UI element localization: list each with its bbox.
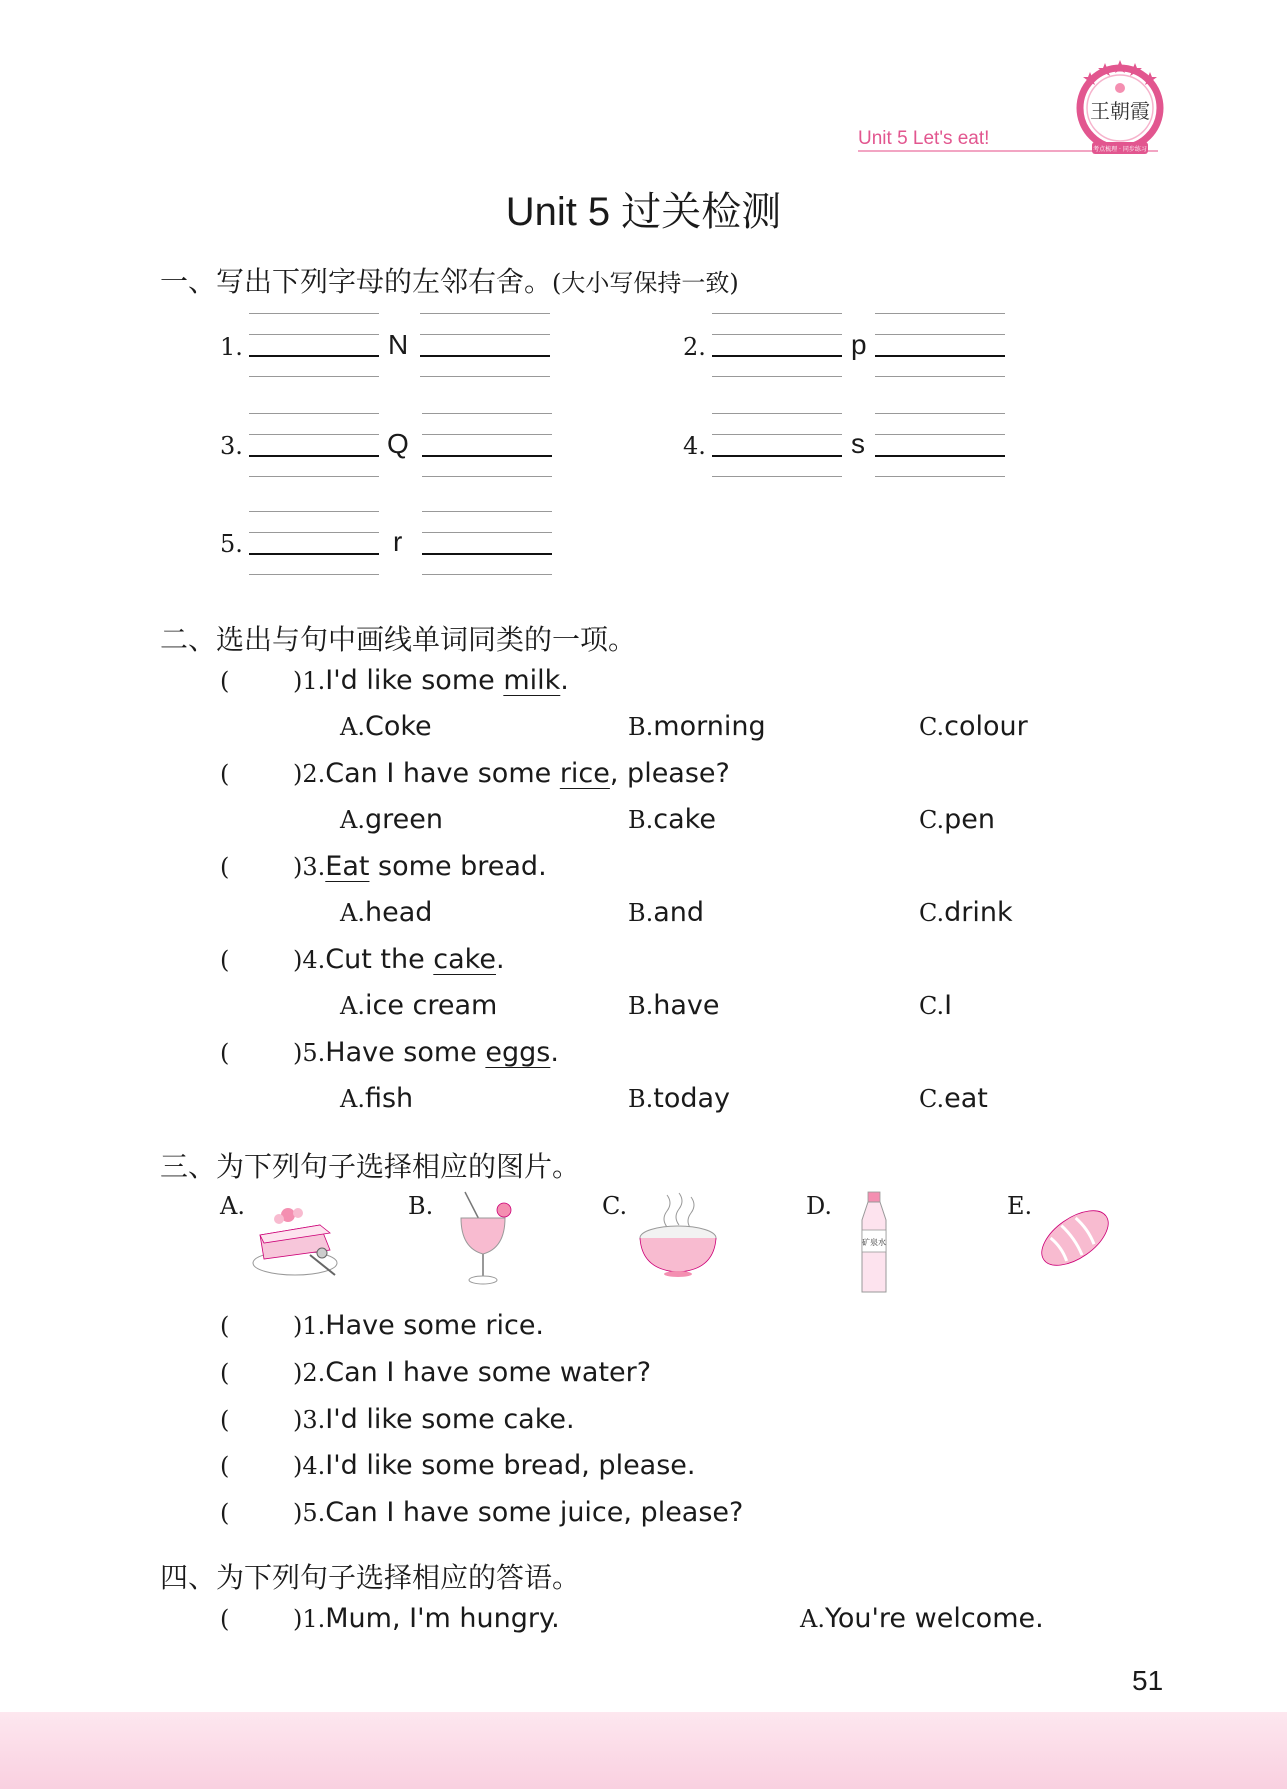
answer-paren[interactable]: ( (220, 1605, 230, 1633)
question-line (293, 1037, 559, 1068)
question-number: )3. (293, 1406, 326, 1434)
option-letter: A. (340, 992, 365, 1020)
juice-glass-icon (455, 1190, 515, 1290)
question-text: Mum, I'm hungry. (325, 1603, 560, 1634)
handwriting-blank[interactable] (875, 313, 1005, 377)
question-number: )2. (293, 760, 326, 788)
answer-paren[interactable]: ( (220, 1039, 230, 1067)
handwriting-blank[interactable] (249, 511, 379, 575)
option-text: cake (653, 804, 716, 835)
handwriting-blank[interactable] (249, 313, 379, 377)
option-text: colour (944, 711, 1028, 742)
option-text: pen (944, 804, 996, 835)
bottle-label: 矿泉水 (862, 1238, 886, 1247)
section4-heading: 四、为下列句子选择相应的答语。 (160, 1561, 581, 1594)
logo-ribbon: 考点梳理 · 同步练习 (1093, 146, 1147, 153)
option-text: morning (653, 711, 766, 742)
option-b (628, 711, 766, 742)
option-a (340, 990, 497, 1021)
footer-band (0, 1712, 1287, 1789)
question-text: I'd like some cake. (325, 1404, 575, 1435)
question-number: )2. (293, 1359, 326, 1387)
option-c (919, 804, 995, 835)
handwriting-blank[interactable] (712, 413, 842, 477)
question-text: Cut the (325, 944, 434, 975)
option-letter: C. (919, 899, 945, 927)
question-number: )1. (293, 1605, 326, 1633)
option-c (919, 711, 1028, 742)
underlined-word: Eat (325, 851, 370, 882)
section1-heading: 一、写出下列字母的左邻右舍。(大小写保持一致) (160, 265, 739, 298)
underlined-word: rice (559, 758, 610, 789)
picture-label: A. (220, 1192, 245, 1220)
given-letter: s (851, 428, 865, 459)
picture-label: C. (602, 1192, 628, 1220)
question-text: Can I have some juice, please? (325, 1497, 744, 1528)
publisher-logo (1070, 58, 1170, 158)
option-letter: A. (340, 1085, 365, 1113)
answer-choice (800, 1603, 1044, 1634)
given-letter: r (393, 526, 403, 557)
question-text: Have some (325, 1037, 486, 1068)
option-text: green (364, 804, 443, 835)
option-a (340, 804, 443, 835)
question-line (293, 1310, 544, 1341)
answer-paren[interactable]: ( (220, 1312, 230, 1340)
handwriting-blank[interactable] (875, 413, 1005, 477)
answer-paren[interactable]: ( (220, 1406, 230, 1434)
given-letter: Q (387, 428, 409, 459)
option-a (340, 1083, 413, 1114)
question-number: )4. (293, 1452, 326, 1480)
question-line (293, 665, 569, 696)
question-text: . (560, 665, 569, 696)
option-text: ice cream (364, 990, 498, 1021)
option-letter: A. (340, 806, 365, 834)
section2-heading: 二、选出与句中画线单词同类的一项。 (160, 623, 637, 656)
water-bottle-icon (852, 1190, 896, 1296)
option-text: drink (944, 897, 1013, 928)
letter-item-number: 2. (683, 333, 706, 361)
option-text: today (653, 1083, 731, 1114)
question-number: )4. (293, 946, 326, 974)
option-text: fish (364, 1083, 414, 1114)
question-text: . (495, 944, 505, 975)
question-text: . (550, 1037, 559, 1068)
picture-label: D. (806, 1192, 833, 1220)
option-letter: A. (340, 899, 365, 927)
letter-item-number: 1. (220, 333, 243, 361)
option-letter: B. (628, 1085, 654, 1113)
logo-text: 王朝霞 (1090, 99, 1150, 123)
question-line (293, 1404, 575, 1435)
option-letter: C. (919, 1085, 945, 1113)
question-number: )5. (293, 1039, 326, 1067)
question-line (293, 1450, 696, 1481)
question-number: )1. (293, 1312, 326, 1340)
option-text: head (364, 897, 433, 928)
option-letter: B. (628, 899, 654, 927)
option-a (340, 711, 432, 742)
handwriting-blank[interactable] (712, 313, 842, 377)
handwriting-blank[interactable] (249, 413, 379, 477)
option-letter: B. (628, 806, 654, 834)
rice-bowl-icon (632, 1190, 722, 1280)
question-number: )1. (293, 667, 326, 695)
cake-icon (250, 1195, 345, 1280)
question-number: )3. (293, 853, 326, 881)
underlined-word: milk (503, 665, 561, 696)
answer-paren[interactable]: ( (220, 946, 230, 974)
option-letter: B. (628, 992, 654, 1020)
option-c (919, 897, 1013, 928)
underlined-word: eggs (485, 1037, 551, 1068)
question-text: , please? (609, 758, 730, 789)
answer-paren[interactable]: ( (220, 853, 230, 881)
option-letter: C. (919, 713, 945, 741)
option-text: eat (944, 1083, 988, 1114)
question-text: Can I have some (325, 758, 560, 789)
question-text: I'd like some (325, 665, 504, 696)
option-text: You're welcome. (824, 1603, 1044, 1634)
answer-paren[interactable]: ( (220, 1452, 230, 1480)
page-title: Unit 5 过关检测 (505, 190, 782, 234)
option-text: I (944, 990, 953, 1021)
option-letter: C. (919, 992, 945, 1020)
option-b (628, 897, 704, 928)
question-line (293, 758, 730, 789)
letter-item-number: 4. (683, 432, 706, 460)
question-line (293, 1603, 560, 1634)
option-b (628, 1083, 730, 1114)
picture-label: B. (408, 1192, 434, 1220)
given-letter: N (388, 329, 409, 360)
answer-paren[interactable]: ( (220, 760, 230, 788)
question-text: I'd like some bread, please. (325, 1450, 696, 1481)
question-text: Have some rice. (325, 1310, 545, 1341)
header-unit-label: Unit 5 Let's eat! (858, 128, 990, 149)
handwriting-blank[interactable] (422, 511, 552, 575)
question-line (293, 851, 547, 882)
option-text: Coke (364, 711, 432, 742)
answer-paren[interactable]: ( (220, 1359, 230, 1387)
question-line (293, 1497, 743, 1528)
option-letter: C. (919, 806, 945, 834)
letter-item-number: 5. (220, 530, 243, 558)
option-text: have (653, 990, 720, 1021)
given-letter: p (851, 329, 867, 360)
bread-icon (1035, 1198, 1115, 1278)
page-number: 51 (1132, 1665, 1164, 1696)
section3-heading: 三、为下列句子选择相应的图片。 (160, 1150, 581, 1183)
option-letter: B. (628, 713, 654, 741)
picture-label: E. (1007, 1192, 1033, 1220)
option-a (340, 897, 432, 928)
question-line (293, 1357, 651, 1388)
option-c (919, 1083, 988, 1114)
question-text: Can I have some water? (325, 1357, 652, 1388)
underlined-word: cake (433, 944, 496, 975)
option-b (628, 990, 720, 1021)
question-text: some bread. (369, 851, 547, 882)
question-line (293, 944, 505, 975)
answer-paren[interactable]: ( (220, 667, 230, 695)
option-c (919, 990, 952, 1021)
option-letter: A. (800, 1605, 825, 1633)
answer-paren[interactable]: ( (220, 1499, 230, 1527)
question-number: )5. (293, 1499, 326, 1527)
handwriting-blank[interactable] (422, 413, 552, 477)
option-letter: A. (340, 713, 365, 741)
letter-item-number: 3. (220, 432, 243, 460)
option-text: and (653, 897, 705, 928)
handwriting-blank[interactable] (420, 313, 550, 377)
option-b (628, 804, 716, 835)
